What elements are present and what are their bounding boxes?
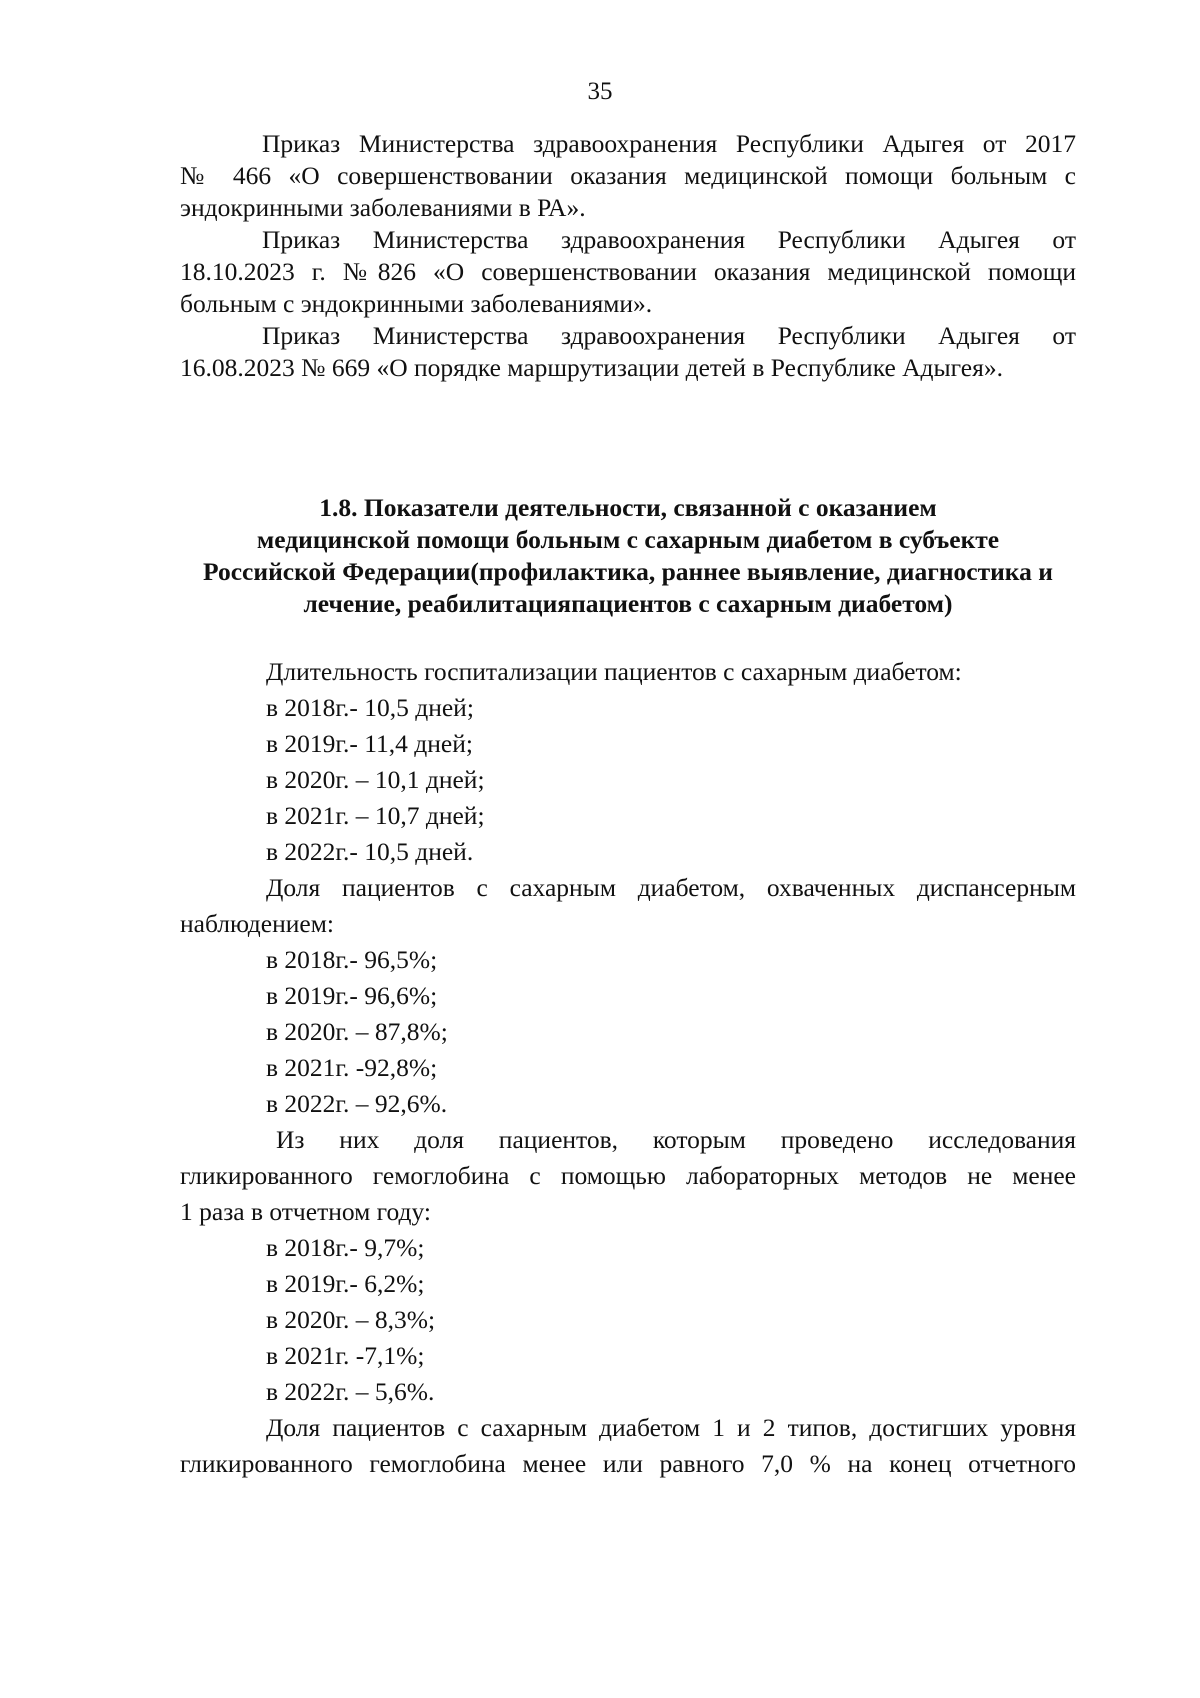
dispensary-intro-line: Доля пациентов с сахарным диабетом, охваченных диспансерным: [266, 873, 1076, 902]
hospitalization-intro: Длительность госпитализации пациентов с сахарным диабетом:: [266, 657, 962, 686]
order-paragraph: [180, 320, 1076, 384]
order-paragraph: [180, 224, 1076, 320]
order-line: 16.08.2023 № 669 «О порядке маршрутизации детей в Республике Адыгея».: [180, 353, 1003, 382]
list-item: в 2021г. -7,1%;: [266, 1341, 425, 1370]
list-item: в 2022г. – 92,6%.: [266, 1089, 448, 1118]
list-item: в 2019г.- 6,2%;: [266, 1269, 425, 1298]
order-line: эндокринными заболеваниями в РА».: [180, 193, 586, 222]
heading-line: медицинской помощи больным с сахарным диабетом в субъекте: [256, 525, 1000, 554]
hba1c-target-intro-line: гликированного гемоглобина менее или равного 7,0 % на конец отчетного: [180, 1449, 1076, 1478]
list-item: в 2021г. -92,8%;: [266, 1053, 438, 1082]
list-item: в 2018г.- 10,5 дней;: [266, 693, 474, 722]
section-heading: [180, 492, 1076, 620]
list-item: в 2019г.- 11,4 дней;: [266, 729, 473, 758]
order-paragraph: [180, 128, 1076, 224]
dispensary-intro-line: наблюдением:: [180, 909, 334, 938]
list-item: в 2020г. – 8,3%;: [266, 1305, 436, 1334]
heading-line: лечение, реабилитацияпациентов с сахарным диабетом): [303, 589, 953, 618]
order-line: 18.10.2023 г. №826 «О совершенствовании оказания медицинской помощи: [180, 257, 1076, 286]
list-item: в 2021г. – 10,7 дней;: [266, 801, 485, 830]
list-item: в 2018г.- 9,7%;: [266, 1233, 425, 1262]
order-line: Приказ Министерства здравоохранения Республики Адыгея от 2017: [262, 129, 1076, 158]
order-line: Приказ Министерства здравоохранения Республики Адыгея от: [262, 225, 1076, 254]
page-number: 35: [587, 78, 613, 105]
heading-line: 1.8. Показатели деятельности, связанной с оказанием: [319, 493, 937, 522]
list-item: в 2020г. – 87,8%;: [266, 1017, 448, 1046]
hba1c-target-intro-line: Доля пациентов с сахарным диабетом 1 и 2 типов, достигших уровня: [266, 1413, 1076, 1442]
list-item: в 2022г.- 10,5 дней.: [266, 837, 474, 866]
hba1c-tested-intro-line: Из них доля пациентов, которым проведено исследования: [276, 1125, 1076, 1154]
orders-list: [180, 128, 1076, 384]
order-line: больным с эндокринными заболеваниями».: [180, 289, 653, 318]
list-item: в 2020г. – 10,1 дней;: [266, 765, 485, 794]
indicators-body: [180, 654, 1076, 1482]
list-item: в 2022г. – 5,6%.: [266, 1377, 435, 1406]
heading-line: Российской Федерации(профилактика, раннее выявление, диагностика и: [203, 557, 1053, 586]
order-line: № 466 «О совершенствовании оказания медицинской помощи больным с: [180, 161, 1076, 190]
list-item: в 2019г.- 96,6%;: [266, 981, 438, 1010]
hba1c-tested-intro-line: гликированного гемоглобина с помощью лабораторных методов не менее: [180, 1161, 1076, 1190]
order-line: Приказ Министерства здравоохранения Республики Адыгея от: [262, 321, 1076, 350]
list-item: в 2018г.- 96,5%;: [266, 945, 438, 974]
hba1c-tested-intro-line: 1 раза в отчетном году:: [180, 1197, 431, 1226]
